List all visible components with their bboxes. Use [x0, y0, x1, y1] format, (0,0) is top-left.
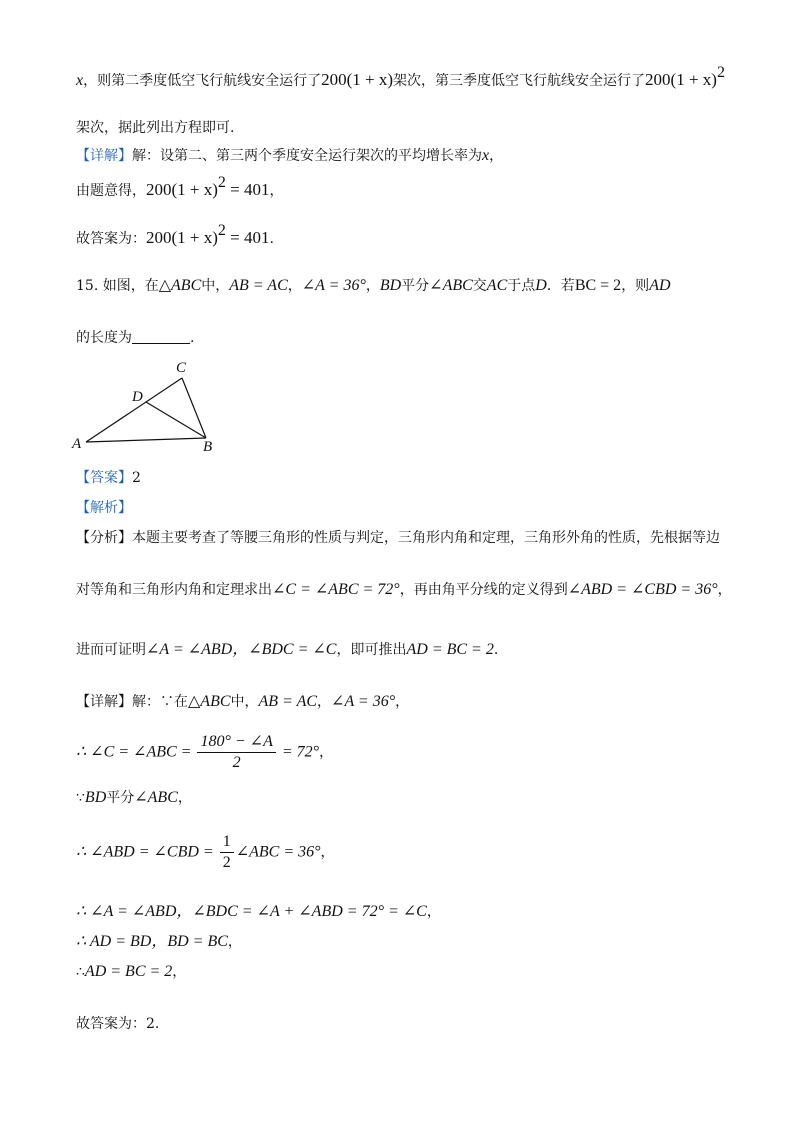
- math-expr: ∠ABC = 36°: [235, 843, 321, 861]
- question-15-line-2: [76, 328, 194, 348]
- text: 15. 如图，在: [76, 278, 159, 294]
- math-expr: AB = AC: [258, 693, 318, 710]
- math-expr: AC: [486, 277, 508, 294]
- xiangjie-line-2: [76, 732, 333, 773]
- math-expr: AB = AC: [229, 277, 288, 294]
- exponent: 2: [217, 222, 226, 239]
- question-15-line-1: [76, 276, 671, 296]
- text: ，: [320, 844, 335, 861]
- fraction: [197, 732, 275, 773]
- math-expr: ∴ ∠ABD = ∠CBD =: [76, 843, 218, 861]
- text: .: [493, 642, 499, 658]
- text: ，: [172, 964, 187, 980]
- label-a: A: [72, 436, 82, 452]
- text: 平分: [401, 278, 430, 294]
- text: ，: [317, 694, 332, 710]
- segment-ac: [86, 378, 182, 442]
- text: ，: [426, 904, 441, 920]
- fenxi-line-1: [76, 528, 720, 548]
- answer-value: 2: [132, 470, 141, 486]
- prev-line-2: 架次，据此列出方程即可.: [76, 120, 235, 136]
- text: ，即可推出: [336, 642, 407, 658]
- math-expr: ∠A = 36°: [331, 693, 396, 710]
- final-answer: 故答案为：2.: [76, 1016, 160, 1032]
- analysis-tag: 【解析】: [76, 500, 132, 516]
- math-expr: BD: [84, 789, 107, 806]
- text: 解：∵在: [132, 694, 188, 710]
- text: ，: [395, 694, 410, 710]
- text: 对等角和三角形内角和定理求出: [76, 582, 272, 598]
- exponent: 2: [716, 64, 725, 81]
- text: 解：设第二、第三两个季度安全运行架次的平均增长率为: [132, 148, 482, 164]
- exponent: 2: [217, 174, 226, 191]
- text: ，: [287, 278, 302, 294]
- math-expr: 200(1 + x): [146, 180, 218, 199]
- text: ，: [319, 744, 334, 761]
- segment-bc: [182, 378, 206, 438]
- detail-tag: 【详解】: [76, 148, 132, 164]
- text: ，: [227, 934, 242, 950]
- text: ∴: [76, 964, 85, 980]
- text: 故答案为：: [76, 231, 146, 247]
- math-expr: 200(1 + x): [321, 70, 394, 89]
- triangle-figure: [70, 356, 220, 456]
- math-expr: ∴ ∠A = ∠ABD，∠BDC = ∠A + ∠ABD = 72° = ∠C: [76, 903, 427, 920]
- math-expr: AD: [649, 277, 671, 294]
- text: 的长度为: [76, 330, 132, 346]
- analysis-line: [76, 498, 132, 518]
- answer-blank: [132, 329, 190, 344]
- text: ，: [717, 582, 732, 598]
- text: ，则: [621, 278, 650, 294]
- math-expr: ∠ABD = ∠CBD = 36°: [567, 581, 718, 598]
- text: ，: [177, 790, 192, 806]
- text: ，: [365, 278, 380, 294]
- xiangjie-line-7: [76, 962, 186, 982]
- math-expr: △ABC: [158, 277, 202, 294]
- math-expr: = 401: [225, 228, 270, 247]
- text: 平分: [106, 790, 135, 806]
- denominator: 2: [222, 854, 231, 871]
- math-expr: D: [535, 277, 547, 294]
- math-expr: BD: [379, 277, 402, 294]
- xiangjie-line-3: [76, 788, 192, 808]
- text: ，则第二季度低空飞行航线安全运行了: [83, 73, 322, 89]
- answer-line: [76, 468, 141, 488]
- math-expr: AD = BC = 2: [84, 963, 173, 980]
- fraction: [220, 832, 234, 873]
- text: ，再由角平分线的定义得到: [399, 582, 568, 598]
- math-expr: ∠A = ∠ABD，∠BDC = ∠C: [146, 641, 337, 658]
- math-expr: ∴ AD = BD，BD = BC: [76, 933, 228, 950]
- text: 架次，第三季度低空飞行航线安全运行了: [393, 73, 646, 89]
- answer-tag: 【答案】: [76, 470, 132, 486]
- xiangjie-line-1: [76, 692, 409, 712]
- text: ，: [489, 148, 504, 164]
- text: 中，: [230, 694, 259, 710]
- xiangjie-line-6: [76, 932, 242, 952]
- segment-bd: [146, 402, 206, 438]
- math-expr: ∴ ∠C = ∠ABC =: [76, 743, 196, 761]
- xiangjie-tag: 【详解】: [76, 694, 132, 710]
- text: .: [190, 330, 195, 346]
- math-var-x: x: [482, 147, 490, 164]
- prev-detail: [76, 146, 503, 166]
- math-expr: 200(1 + x): [645, 70, 717, 89]
- math-expr: △ABC: [188, 693, 231, 710]
- numerator: 180° − ∠A: [197, 732, 275, 753]
- math-expr: ∠C = ∠ABC = 72°: [272, 581, 400, 598]
- denominator: 2: [232, 754, 241, 771]
- text: 本题主要考查了等腰三角形的性质与判定，三角形内角和定理，三角形外角的性质，先根据等边: [132, 530, 720, 546]
- text: 中，: [201, 278, 230, 294]
- math-var-x: x: [76, 72, 84, 89]
- label-b: B: [203, 439, 213, 455]
- text: 于点: [507, 278, 536, 294]
- prev-line-1: [76, 64, 725, 91]
- text: ，: [269, 183, 284, 199]
- text: ∵: [76, 790, 85, 806]
- text: 由题意得，: [76, 183, 146, 199]
- math-expr: AD = BC = 2: [406, 641, 494, 658]
- label-c: C: [176, 360, 187, 376]
- text: 进而可证明: [76, 642, 146, 658]
- fenxi-line-2: [76, 580, 732, 600]
- fenxi-tag: 【分析】: [76, 530, 132, 546]
- prev-equation: [76, 174, 284, 201]
- segment-ab: [86, 438, 206, 442]
- xiangjie-line-5: [76, 902, 441, 922]
- prev-answer: [76, 222, 274, 249]
- text: 交: [472, 278, 487, 294]
- label-d: D: [132, 389, 143, 405]
- math-expr: 200(1 + x): [146, 228, 218, 247]
- xiangjie-line-4: [76, 832, 335, 873]
- fenxi-line-3: [76, 640, 498, 660]
- math-expr: BC = 2: [574, 277, 622, 294]
- text: .: [269, 231, 274, 247]
- math-expr: = 72°: [277, 743, 320, 761]
- math-expr: ∠ABC: [134, 789, 178, 806]
- math-expr: = 401: [225, 180, 270, 199]
- numerator: 1: [220, 832, 234, 853]
- math-expr: ∠ABC: [429, 277, 473, 294]
- text: ．若: [546, 278, 575, 294]
- math-expr: ∠A = 36°: [301, 277, 366, 294]
